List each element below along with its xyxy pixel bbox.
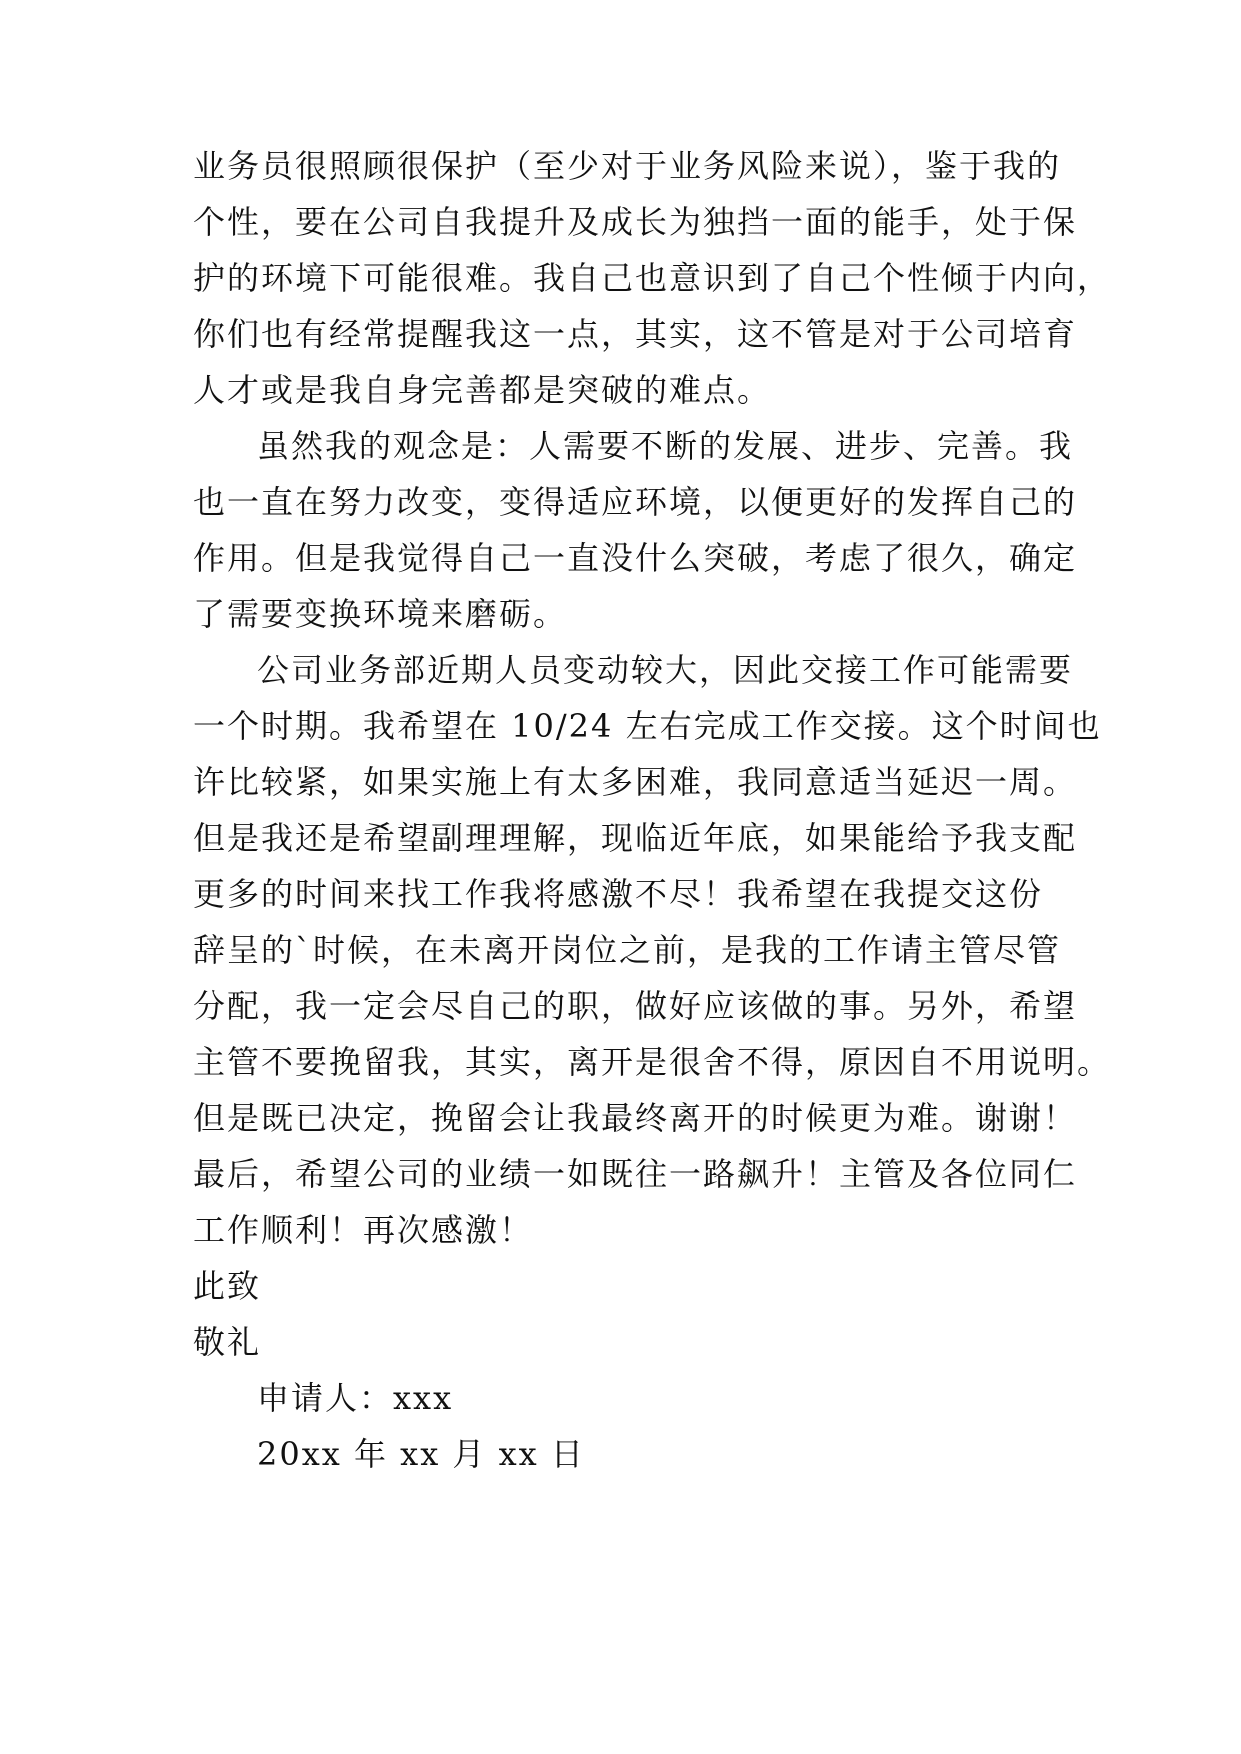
text-line: 业务员很照顾很保护（至少对于业务风险来说），鉴于我的 — [193, 147, 1062, 185]
text-line: 最后，希望公司的业绩一如既往一路飙升！主管及各位同仁 — [193, 1155, 1078, 1193]
text-line: 一个时期。我希望在 10/24 左右完成工作交接。这个时间也 — [193, 707, 1102, 745]
text-line: 分配，我一定会尽自己的职，做好应该做的事。另外，希望 — [193, 987, 1078, 1025]
text-line: 护的环境下可能很难。我自己也意识到了自己个性倾于内向， — [193, 259, 1112, 297]
paragraph-first-line: 公司业务部近期人员变动较大，因此交接工作可能需要 — [257, 651, 1074, 689]
text-line: 个性，要在公司自我提升及成长为独挡一面的能手，处于保 — [193, 203, 1078, 241]
text-line: 辞呈的`时候，在未离开岗位之前，是我的工作请主管尽管 — [193, 931, 1062, 969]
text-line: 但是我还是希望副理理解，现临近年底，如果能给予我支配 — [193, 819, 1078, 857]
text-line: 但是既已决定，挽留会让我最终离开的时候更为难。谢谢！ — [193, 1099, 1078, 1137]
text-line: 更多的时间来找工作我将感激不尽！我希望在我提交这份 — [193, 875, 1044, 913]
text-line: 工作顺利！再次感激！ — [193, 1211, 534, 1249]
text-line: 作用。但是我觉得自己一直没什么突破，考虑了很久，确定 — [193, 539, 1078, 577]
text-line: 你们也有经常提醒我这一点，其实，这不管是对于公司培育 — [193, 315, 1078, 353]
text-line: 许比较紧，如果实施上有太多困难，我同意适当延迟一周。 — [193, 763, 1078, 801]
paragraph-first-line: 虽然我的观念是：人需要不断的发展、进步、完善。我 — [257, 427, 1074, 465]
closing-salutation: 此致 — [193, 1267, 262, 1305]
text-line: 也一直在努力改变，变得适应环境，以便更好的发挥自己的 — [193, 483, 1078, 521]
text-line: 了需要变换环境来磨砺。 — [193, 595, 568, 633]
text-line: 主管不要挽留我，其实，离开是很舍不得，原因自不用说明。 — [193, 1043, 1112, 1081]
applicant-signature: 申请人：xxx — [257, 1379, 454, 1417]
closing-regards: 敬礼 — [193, 1323, 262, 1361]
date-line: 20xx 年 xx 月 xx 日 — [257, 1435, 585, 1473]
text-line: 人才或是我自身完善都是突破的难点。 — [193, 371, 772, 409]
